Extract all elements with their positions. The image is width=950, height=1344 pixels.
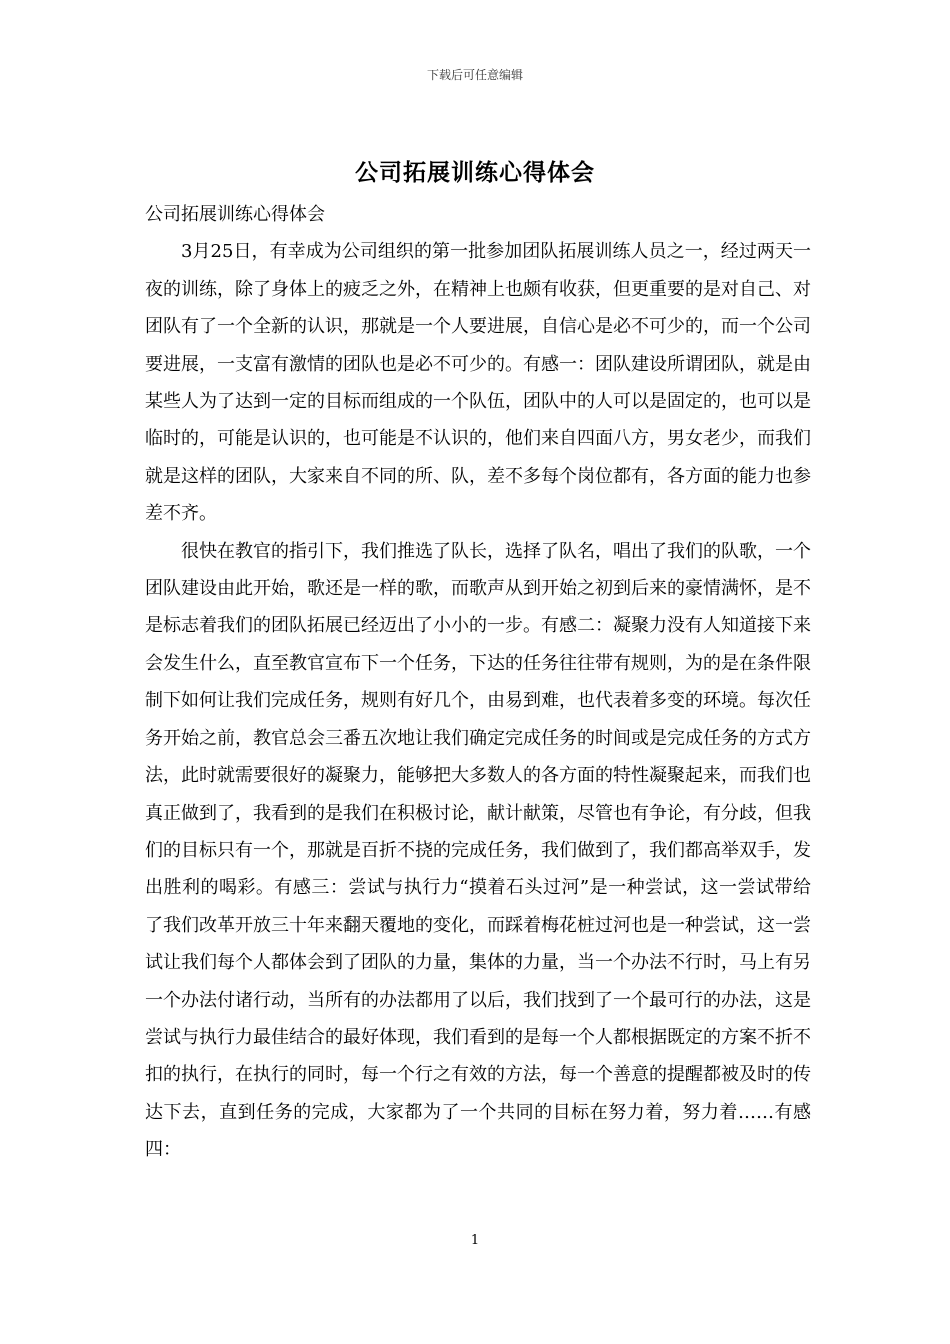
- paragraph-1: 3月25日，有幸成为公司组织的第一批参加团队拓展训练人员之一，经过两天一夜的训练，除了身体上的疲乏之外，在精神上也颇有收获，但更重要的是对自己、对团队有了一个全新的认识，那就是一个人要进展，自信心是必不可少的，而一个公司要进展，一支富有激情的团队也是必不可少的。有感一：团队建设所谓团队，就是由某些人为了达到一定的目标而组成的一个队伍，团队中的人可以是固定的，也可以是临时的，可能是认识的，也可能是不认识的，他们来自四面八方，男女老少，而我们就是这样的团队，大家来自不同的所、队，差不多每个岗位都有，各方面的能力也参差不齐。: [145, 241, 811, 525]
- document-title: 公司拓展训练心得体会: [355, 159, 595, 186]
- document-body: [145, 196, 811, 1169]
- header-note: 下载后可任意编辑: [426, 68, 523, 82]
- document-subtitle: 公司拓展训练心得体会: [145, 204, 325, 225]
- page-number: 1: [470, 1233, 480, 1248]
- paragraph-2: 很快在教官的指引下，我们推选了队长，选择了队名，唱出了我们的队歌，一个团队建设由此开始，歌还是一样的歌，而歌声从到开始之初到后来的豪情满怀，是不是标志着我们的团队拓展已经迈出了小小的一步。有感二：凝聚力没有人知道接下来会发生什么，直至教官宣布下一个任务，下达的任务往往带有规则，为的是在条件限制下如何让我们完成任务，规则有好几个，由易到难，也代表着多变的环境。每次任务开始之前，教官总会三番五次地让我们确定完成任务的时间或是完成任务的方式方法，此时就需要很好的凝聚力，能够把大多数人的各方面的特性凝聚起来，而我们也真正做到了，我看到的是我们在积极讨论，献计献策，尽管也有争论，有分歧，但我们的目标只有一个，那就是百折不挠的完成任务，我们做到了，我们都高举双手，发出胜利的喝彩。有感三：尝试与执行力“摸着石头过河”是一种尝试，这一尝试带给了我们改革开放三十年来翻天覆地的变化，而踩着梅花桩过河也是一种尝试，这一尝试让我们每个人都体会到了团队的力量，集体的力量，当一个办法不行时，马上有另一个办法付诸行动，当所有的办法都用了以后，我们找到了一个最可行的办法，这是尝试与执行力最佳结合的最好体现，我们看到的是每一个人都根据既定的方案不折不扣的执行，在执行的同时，每一个行之有效的方法，每一个善意的提醒都被及时的传达下去，直到任务的完成，大家都为了一个共同的目标在努力着，努力着……有感四：: [145, 540, 811, 1161]
